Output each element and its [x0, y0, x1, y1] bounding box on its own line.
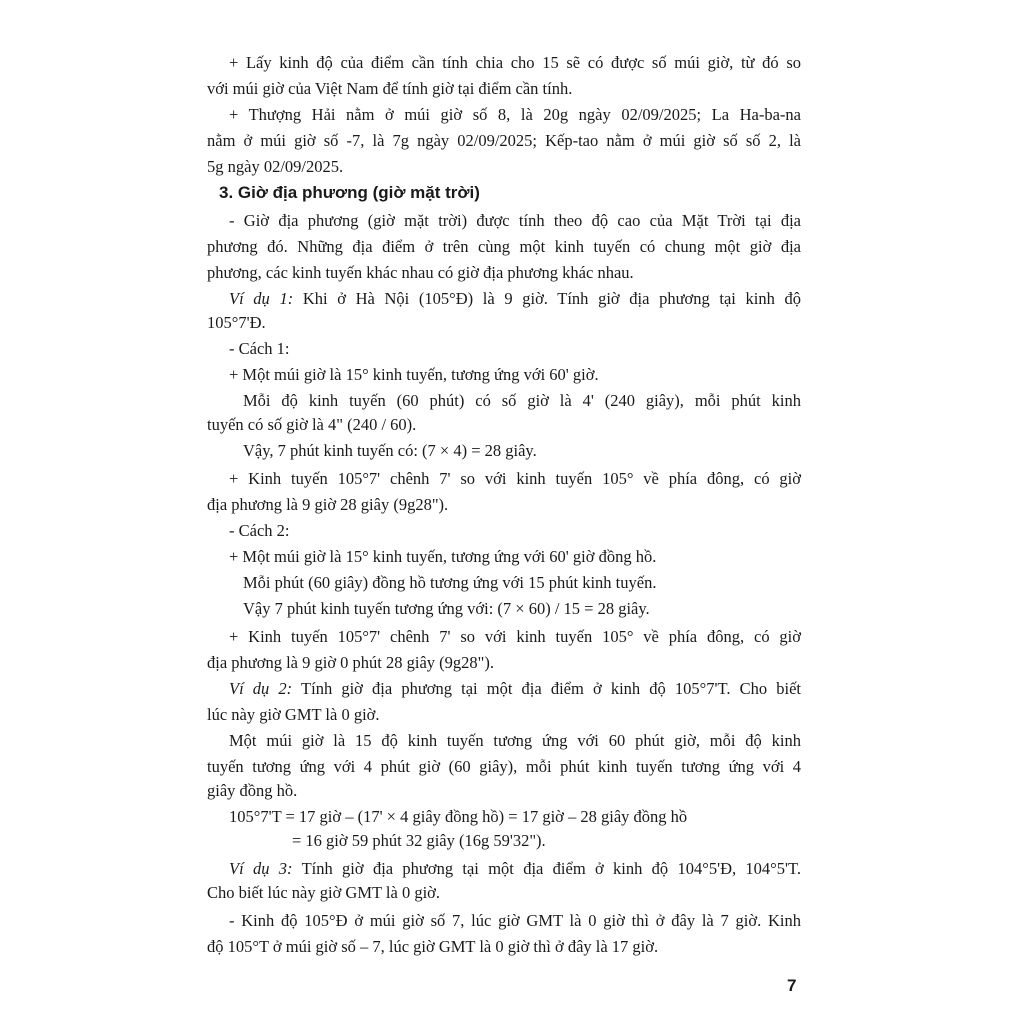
text-line: Cho biết lúc này giờ GMT là 0 giờ.	[207, 883, 440, 902]
text-line: Một múi giờ là 15 độ kinh tuyến tương ứng với 60 phút giờ, mỗi độ kinh	[229, 731, 801, 750]
text-line: + Một múi giờ là 15° kinh tuyến, tương ứng với 60' giờ đồng hồ.	[229, 547, 657, 566]
page-number: 7	[787, 976, 797, 995]
text-line: + Thượng Hải nằm ở múi giờ số 8, là 20g ngày 02/09/2025; La Ha-ba-na	[229, 105, 801, 124]
text-line: Mỗi độ kinh tuyến (60 phút) có số giờ là 4' (240 giây), mỗi phút kinh	[243, 391, 801, 410]
example-label: Ví dụ 2:	[229, 679, 293, 698]
example-line	[229, 288, 801, 310]
example-text: Tính giờ địa phương tại một địa điểm ở kinh độ 105°7'T. Cho biết	[301, 679, 801, 698]
text-line: giây đồng hồ.	[207, 781, 298, 800]
text-line: địa phương là 9 giờ 0 phút 28 giây (9g28").	[207, 653, 495, 672]
example-label: Ví dụ 1:	[229, 289, 294, 308]
text-line: Mỗi phút (60 giây) đồng hồ tương ứng với 15 phút kinh tuyến.	[243, 573, 657, 592]
text-line: lúc này giờ GMT là 0 giờ.	[207, 705, 380, 724]
text-line: độ 105°T ở múi giờ số – 7, lúc giờ GMT là 0 giờ thì ở đây là 17 giờ.	[207, 937, 659, 956]
text-line: + Một múi giờ là 15° kinh tuyến, tương ứng với 60' giờ.	[229, 365, 599, 384]
formula-line: = 16 giờ 59 phút 32 giây (16g 59'32").	[292, 831, 546, 850]
example-line	[229, 678, 801, 700]
text-line: - Cách 2:	[229, 521, 290, 540]
text-line: Vậy 7 phút kinh tuyến tương ứng với: (7 × 60) / 15 = 28 giây.	[243, 599, 650, 618]
text-line: nằm ở múi giờ số -7, là 7g ngày 02/09/2025; Kếp-tao nằm ở múi giờ số số 2, là	[207, 131, 801, 150]
text-line: phương, các kinh tuyến khác nhau có giờ địa phương khác nhau.	[207, 263, 634, 282]
text-line: - Giờ địa phương (giờ mặt trời) được tính theo độ cao của Mặt Trời tại địa	[229, 211, 801, 230]
text-line: với múi giờ của Việt Nam để tính giờ tại điểm cần tính.	[207, 79, 573, 98]
text-line: + Kinh tuyến 105°7' chênh 7' so với kinh tuyến 105° về phía đông, có giờ	[229, 627, 801, 646]
text-line: địa phương là 9 giờ 28 giây (9g28").	[207, 495, 449, 514]
example-text: Tính giờ địa phương tại một địa điểm ở kinh độ 104°5'Đ, 104°5'T.	[301, 859, 801, 878]
text-line: - Kinh độ 105°Đ ở múi giờ số 7, lúc giờ GMT là 0 giờ thì ở đây là 7 giờ. Kinh	[229, 911, 801, 930]
formula-line: 105°7'T = 17 giờ – (17' × 4 giây đồng hồ) = 17 giờ – 28 giây đồng hồ	[229, 807, 688, 826]
text-line: 105°7'Đ.	[207, 313, 266, 332]
text-line: + Lấy kinh độ của điểm cần tính chia cho 15 sẽ có được số múi giờ, từ đó so	[229, 53, 801, 72]
text-line: - Cách 1:	[229, 339, 290, 358]
text-line: + Kinh tuyến 105°7' chênh 7' so với kinh tuyến 105° về phía đông, có giờ	[229, 469, 801, 488]
text-line: Vậy, 7 phút kinh tuyến có: (7 × 4) = 28 giây.	[243, 441, 537, 460]
example-line	[229, 858, 801, 880]
text-line: phương đó. Những địa điểm ở trên cùng một kinh tuyến có chung một giờ địa	[207, 237, 801, 256]
text-line: 5g ngày 02/09/2025.	[207, 157, 344, 176]
text-line: tuyến có số giờ là 4" (240 / 60).	[207, 415, 417, 434]
example-label: Ví dụ 3:	[229, 859, 293, 878]
example-text: Khi ở Hà Nội (105°Đ) là 9 giờ. Tính giờ địa phương tại kinh độ	[302, 289, 802, 308]
text-line: tuyến tương ứng với 4 phút giờ (60 giây), mỗi phút kinh tuyến tương ứng với 4	[207, 757, 801, 776]
section-heading: 3. Giờ địa phương (giờ mặt trời)	[219, 183, 480, 202]
